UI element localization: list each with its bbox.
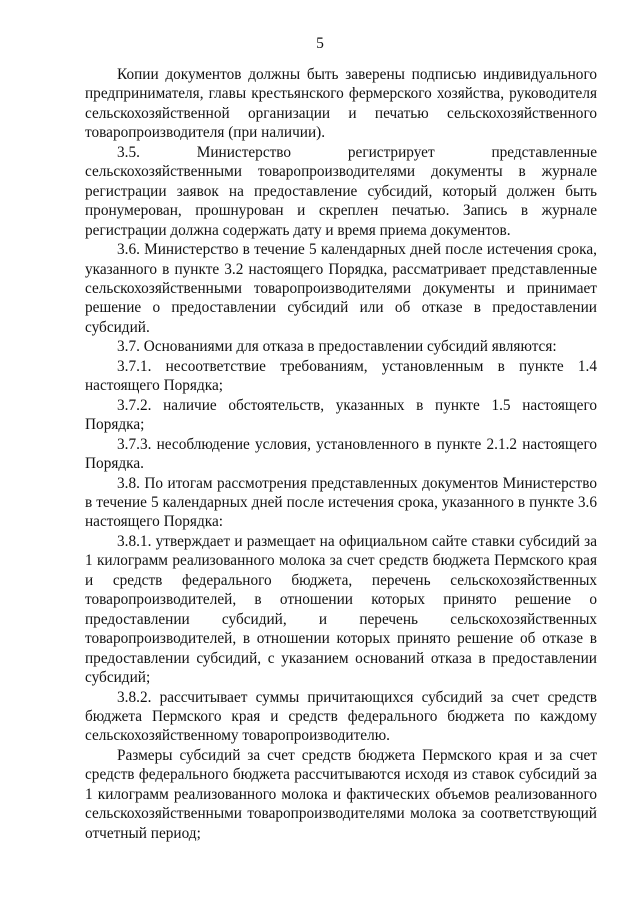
paragraph-3-8-2: 3.8.2. рассчитывает суммы причитающихся субсидий за счет средств бюджета Пермского края и средств федерального бюджета по каждому сельскохозяйственному товаропроизводителю. [85, 688, 597, 745]
page-number: 5 [316, 35, 324, 52]
paragraph-3-8: 3.8. По итогам рассмотрения представленных документов Министерство в течение 5 календарных дней после истечения срока, указанного в пункте 3.6 настоящего Порядка: [85, 474, 597, 531]
paragraph-3-8-1: 3.8.1. утверждает и размещает на официальном сайте ставки субсидий за 1 килограмм реализованного молока за счет средств бюджета Пермского края и средств федерального бюджета, перечень сельскохозяйственных товаропроизводителей, в отношении которых принято решение о предоставлении субсидий, и перечень сельскохозяйственных товаропроизводителей, в отношении которых принято решение об отказе в предоставлении субсидий, с указанием оснований отказа в предоставлении субсидий; [85, 532, 597, 687]
paragraph-subsidy-amounts: Размеры субсидий за счет средств бюджета Пермского края и за счет средств федерального бюджета рассчитываются исходя из ставок субсидий за 1 килограмм реализованного молока и фактических объемов реализованного сельскохозяйственными товаропроизводителями молока за соответствующий отчетный период; [85, 746, 597, 842]
paragraph-3-6: 3.6. Министерство в течение 5 календарных дней после истечения срока, указанного в пункте 3.2 настоящего Порядка, рассматривает представленные сельскохозяйственными товаропроизводителями документы и принимает решение о предоставлении субсидий или об отказе в предоставлении субсидий. [85, 241, 597, 336]
paragraph-3-7-2: 3.7.2. наличие обстоятельств, указанных в пункте 1.5 настоящего Порядка; [85, 396, 597, 434]
paragraph-3-7: 3.7. Основаниями для отказа в предоставлении субсидий являются: [117, 338, 557, 356]
paragraph-3-5: 3.5. Министерство регистрирует представленные сельскохозяйственными товаропроизводителями документы в журнале регистрации заявок на предоставление субсидий, который должен быть пронумерован, прошнурован и скреплен печатью. Запись в журнале регистрации должна содержать дату и время приема документов. [85, 143, 597, 239]
paragraph-3-7-1: 3.7.1. несоответствие требованиям, установленным в пункте 1.4 настоящего Порядка; [85, 357, 597, 395]
document-body [85, 65, 597, 843]
paragraph-copies-certification: Копии документов должны быть заверены подписью индивидуального предпринимателя, главы крестьянского фермерского хозяйства, руководителя сельскохозяйственной организации и печатью сельскохозяйственного товаропроизводителя (при наличии). [85, 66, 597, 142]
paragraph-3-7-3: 3.7.3. несоблюдение условия, установленного в пункте 2.1.2 настоящего Порядка. [85, 435, 597, 473]
